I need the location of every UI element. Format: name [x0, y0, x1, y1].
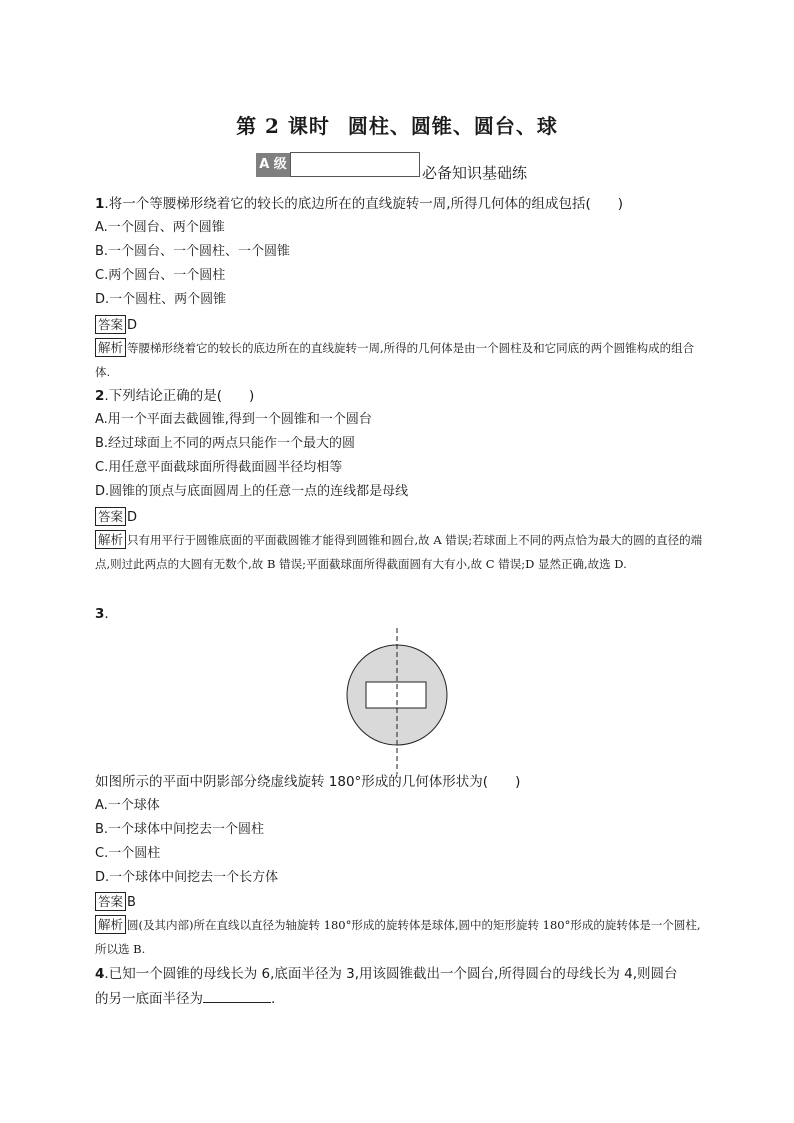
analysis-tag: 解析 [95, 530, 126, 549]
q2-option-c: C.用任意平面截球面所得截面圆半径均相等 [95, 460, 343, 475]
q1-answer [95, 315, 137, 335]
q1-option-d: D.一个圆柱、两个圆锥 [95, 292, 227, 307]
question-number: 2 [95, 388, 105, 404]
question-number: 3 [95, 606, 105, 622]
analysis-tag: 解析 [95, 338, 126, 357]
answer-value: B [127, 895, 136, 910]
answer-value: D [127, 510, 138, 525]
answer-tag: 答案 [95, 315, 126, 334]
analysis-text: 只有用平行于圆锥底面的平面截圆锥才能得到圆锥和圆台,故 A 错误;若球面上不同的两点恰为最大的圆的直径的端点,则过此两点的大圆有无数个,故 B 错误;平面截球面所得截面圆有大有小,故 C 错误;D 显然正确,故选 D. [95, 533, 703, 571]
q3-option-b: B.一个球体中间挖去一个圆柱 [95, 822, 265, 837]
question-2-stem: 2.下列结论正确的是( ) [95, 388, 255, 404]
question-1-stem: 1.将一个等腰梯形绕着它的较长的底边所在的直线旋转一周,所得几何体的组成包括( ) [95, 196, 624, 212]
answer-value: D [127, 318, 138, 333]
question-4-stem-cont: 的另一底面半径为 . [95, 988, 275, 1009]
question-3-stem: 3. [95, 606, 109, 622]
q3-answer [95, 892, 136, 912]
answer-blank[interactable] [203, 988, 271, 1003]
level-name-box [290, 152, 420, 177]
level-badge: A 级 [256, 153, 290, 177]
question-3-body: 如图所示的平面中阴影部分绕虚线旋转 180°形成的几何体形状为( ) [95, 774, 521, 790]
q1-option-b: B.一个圆台、一个圆柱、一个圆锥 [95, 244, 291, 259]
q2-option-d: D.圆锥的顶点与底面圆周上的任意一点的连线都是母线 [95, 484, 409, 499]
question-4-stem: 4.已知一个圆锥的母线长为 6,底面半径为 3,用该圆锥截出一个圆台,所得圆台的母线长为 4,则圆台 [95, 966, 678, 982]
q2-option-a: A.用一个平面去截圆锥,得到一个圆锥和一个圆台 [95, 412, 372, 427]
analysis-text: 圆(及其内部)所在直线以直径为轴旋转 180°形成的旋转体是球体,圆中的矩形旋转 180°形成的旋转体是一个圆柱,所以选 B. [95, 918, 701, 956]
q1-analysis [95, 336, 705, 384]
q2-answer [95, 507, 137, 527]
level-label: 必备知识基础练 [422, 164, 528, 182]
q3-option-a: A.一个球体 [95, 798, 160, 813]
q2-option-b: B.经过球面上不同的两点只能作一个最大的圆 [95, 436, 356, 451]
question-number: 1 [95, 196, 105, 212]
q1-option-a: A.一个圆台、两个圆锥 [95, 220, 225, 235]
q1-option-c: C.两个圆台、一个圆柱 [95, 268, 226, 283]
question-number: 4 [95, 966, 105, 982]
page-title [0, 110, 794, 139]
lesson-number: 第 2 课时 [236, 114, 330, 138]
analysis-tag: 解析 [95, 915, 126, 934]
lesson-topic: 圆柱、圆锥、圆台、球 [347, 114, 558, 138]
answer-tag: 答案 [95, 892, 126, 911]
inner-rectangle [366, 682, 426, 708]
answer-tag: 答案 [95, 507, 126, 526]
q3-option-d: D.一个球体中间挖去一个长方体 [95, 870, 279, 885]
rotation-figure [340, 626, 460, 776]
q3-analysis [95, 913, 705, 961]
q3-option-c: C.一个圆柱 [95, 846, 161, 861]
q2-analysis [95, 528, 705, 576]
analysis-text: 等腰梯形绕着它的较长的底边所在的直线旋转一周,所得的几何体是由一个圆柱及和它同底的两个圆锥构成的组合体. [95, 341, 695, 379]
